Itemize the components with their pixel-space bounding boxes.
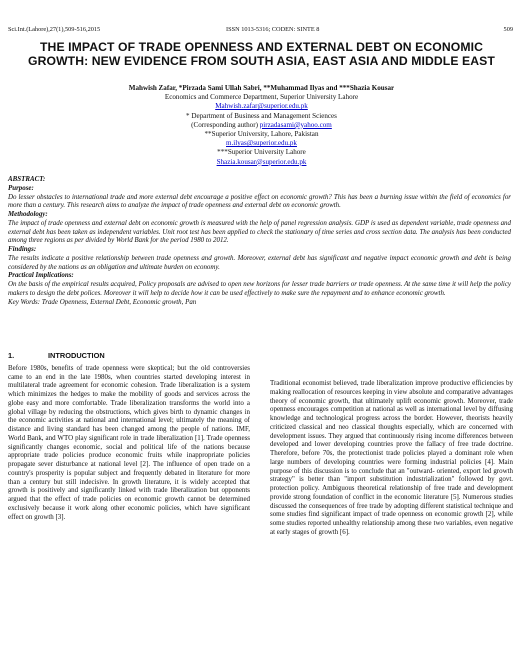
author-block bbox=[0, 84, 523, 167]
section-title: INTRODUCTION bbox=[48, 351, 105, 360]
findings-heading: Findings: bbox=[8, 245, 37, 253]
methodology-heading: Methodology: bbox=[8, 210, 48, 218]
corresponding-author-label: (Corresponding author) bbox=[191, 120, 260, 129]
running-header bbox=[8, 26, 513, 36]
implications-text: On the basis of the empirical results acquired, Policy proposals are advised to open new horizons for lesser trade barriers or trade openness. At the same time it will help the policy makers to design the debt polices. Moreover it will help to decide how it can be used effectively to make sure the repayment and to enhance economic growth. bbox=[8, 280, 511, 297]
email-link-2[interactable]: pirzadasami@yahoo.com bbox=[259, 120, 332, 129]
paper-title: THE IMPACT OF TRADE OPENNESS AND EXTERNAL DEBT ON ECONOMIC GROWTH: NEW EVIDENCE FROM SOUTH ASIA, EAST ASIA AND MIDDLE EAST bbox=[28, 40, 495, 69]
author-names: Mahwish Zafar, *Pirzada Sami Ullah Sabri, **Muhammad Ilyas and ***Shazia Kousar bbox=[128, 84, 395, 92]
issn-code: ISSN 1013-5316; CODEN: SINTE 8 bbox=[226, 26, 320, 33]
abstract-heading: ABSTRACT: bbox=[8, 175, 46, 183]
page-number: 509 bbox=[503, 26, 513, 33]
email-link-1[interactable]: Mahwish.zafar@superior.edu.pk bbox=[215, 102, 308, 111]
body-column-right bbox=[270, 379, 513, 537]
journal-citation: Sci.Int.(Lahore),27(1),509-516,2015 bbox=[8, 26, 101, 33]
affiliation-4: ***Superior University Lahore bbox=[217, 148, 306, 157]
affiliation-1: Economics and Commerce Department, Superior University Lahore bbox=[164, 93, 359, 102]
section-number: 1. bbox=[8, 351, 15, 360]
affiliation-3: **Superior University, Lahore, Pakistan bbox=[204, 130, 319, 139]
intro-paragraph-right: Traditional economist believed, trade liberalization improve productive efficiencies by making reallocation of resources keeping in view absolute and comparative advantages theory of economic growth, that ultimately uplift economic growth. Moreover, trade openness encourages competition at national as well as international level by diffusing knowledge and technological progress across the border. However, theorists heavily criticized classical and neo classical thoughts especially, which are concerned with development issues. They argued that continuously rising income differences between developed and lower developing countries prove the fallacy of free trade doctrine. Therefore, before 70s, the protectionist trade policies played a dominant role when large numbers of developing countries were forming industrial policies [4]. Main purpose of this discussion is to conclude that an "outward- oriented, export led growth strategy" is better than "import substitution industrialization" followed by govt. protection policy. Ambiguous theoretical relationship of free trade and development provide strong foundation of conflict in the economic literature [5]. Numerous studies discussed the consequences of free trade by adopting different statistical technique and some studies find significant impact of trade openness on economic growth [2], while some studies reported unhealthy relationship among these two variables, even negative at early stages of growth [6]. bbox=[270, 379, 513, 536]
purpose-text: Do lesser obstacles to international trade and more external debt encourage a positive effect on economic growth? This has been a burning issue within the field of economics for more than a century. This research aims to analyze the impact of trade openness and external debt on economic growth. bbox=[8, 192, 511, 210]
keywords: Key Words: Trade Openness, External Debt, Economic growth, Pan bbox=[8, 297, 197, 306]
email-link-3[interactable]: m.ilyas@superior.edu.pk bbox=[226, 139, 297, 148]
purpose-heading: Purpose: bbox=[8, 183, 34, 192]
methodology-text: The impact of trade openness and external debt on economic growth is measured with the help of panel regression analysis. GDP is used as dependent variable, trade openness and external debt has been taken as independent variables. Unit root test has been applied to check the stationary of time series and cross section data. The analysis has been conducted among three regions as per divided by World Bank for the period 1980 to 2012. bbox=[8, 218, 511, 245]
affiliation-2: * Department of Business and Management Sciences bbox=[186, 111, 337, 120]
body-column-left bbox=[8, 352, 250, 521]
findings-text: The results indicate a positive relationship between trade openness and growth. Moreover, external debt has significant and negative impact economic growth and debt is being considered by the nations as an obligation and ultimate burden on economy. bbox=[8, 253, 511, 271]
intro-paragraph-left: Before 1980s, benefits of trade openness were skeptical; but the old controversies came to an end in the late 1980s, when countries started developing interest in multilateral trade agreement for economic cohesion. Trade liberalization is a system which minimizes the hedges to make the mobility of goods and services across the globe easy and more comfortable. Trade liberalization transforms the world into a global village by reducing the obstructions, which gives birth to dynamic changes in the economic activities at national and international level; ultimately the meaning of distance and living standard has been changed among the people of nations. IMF, World Bank, and WTO play significant role in trade liberalization [1]. Trade openness significantly changes economic, social and political life of the nations because appropriate trade policies produce economic fruits while inappropriate policies propagate sever disturbance at national level [2]. The influence of open trade on a country's prosperity is popular subject and frequently debated in literature for more than a century but still indecisive. In growth literature, it is widely accepted that growth is positively and significantly linked with trade liberalization but opponents argued that the effect of trade policies on economic growth cannot be determined exclusively because it work along other economic policies, which have significant effect on growth [3]. bbox=[8, 363, 250, 521]
section-heading-introduction bbox=[8, 352, 250, 361]
email-link-4[interactable]: Shazia.kousar@superior.edu.pk bbox=[216, 157, 307, 166]
abstract-section bbox=[8, 175, 511, 306]
implications-heading: Practical Implications: bbox=[8, 271, 74, 280]
